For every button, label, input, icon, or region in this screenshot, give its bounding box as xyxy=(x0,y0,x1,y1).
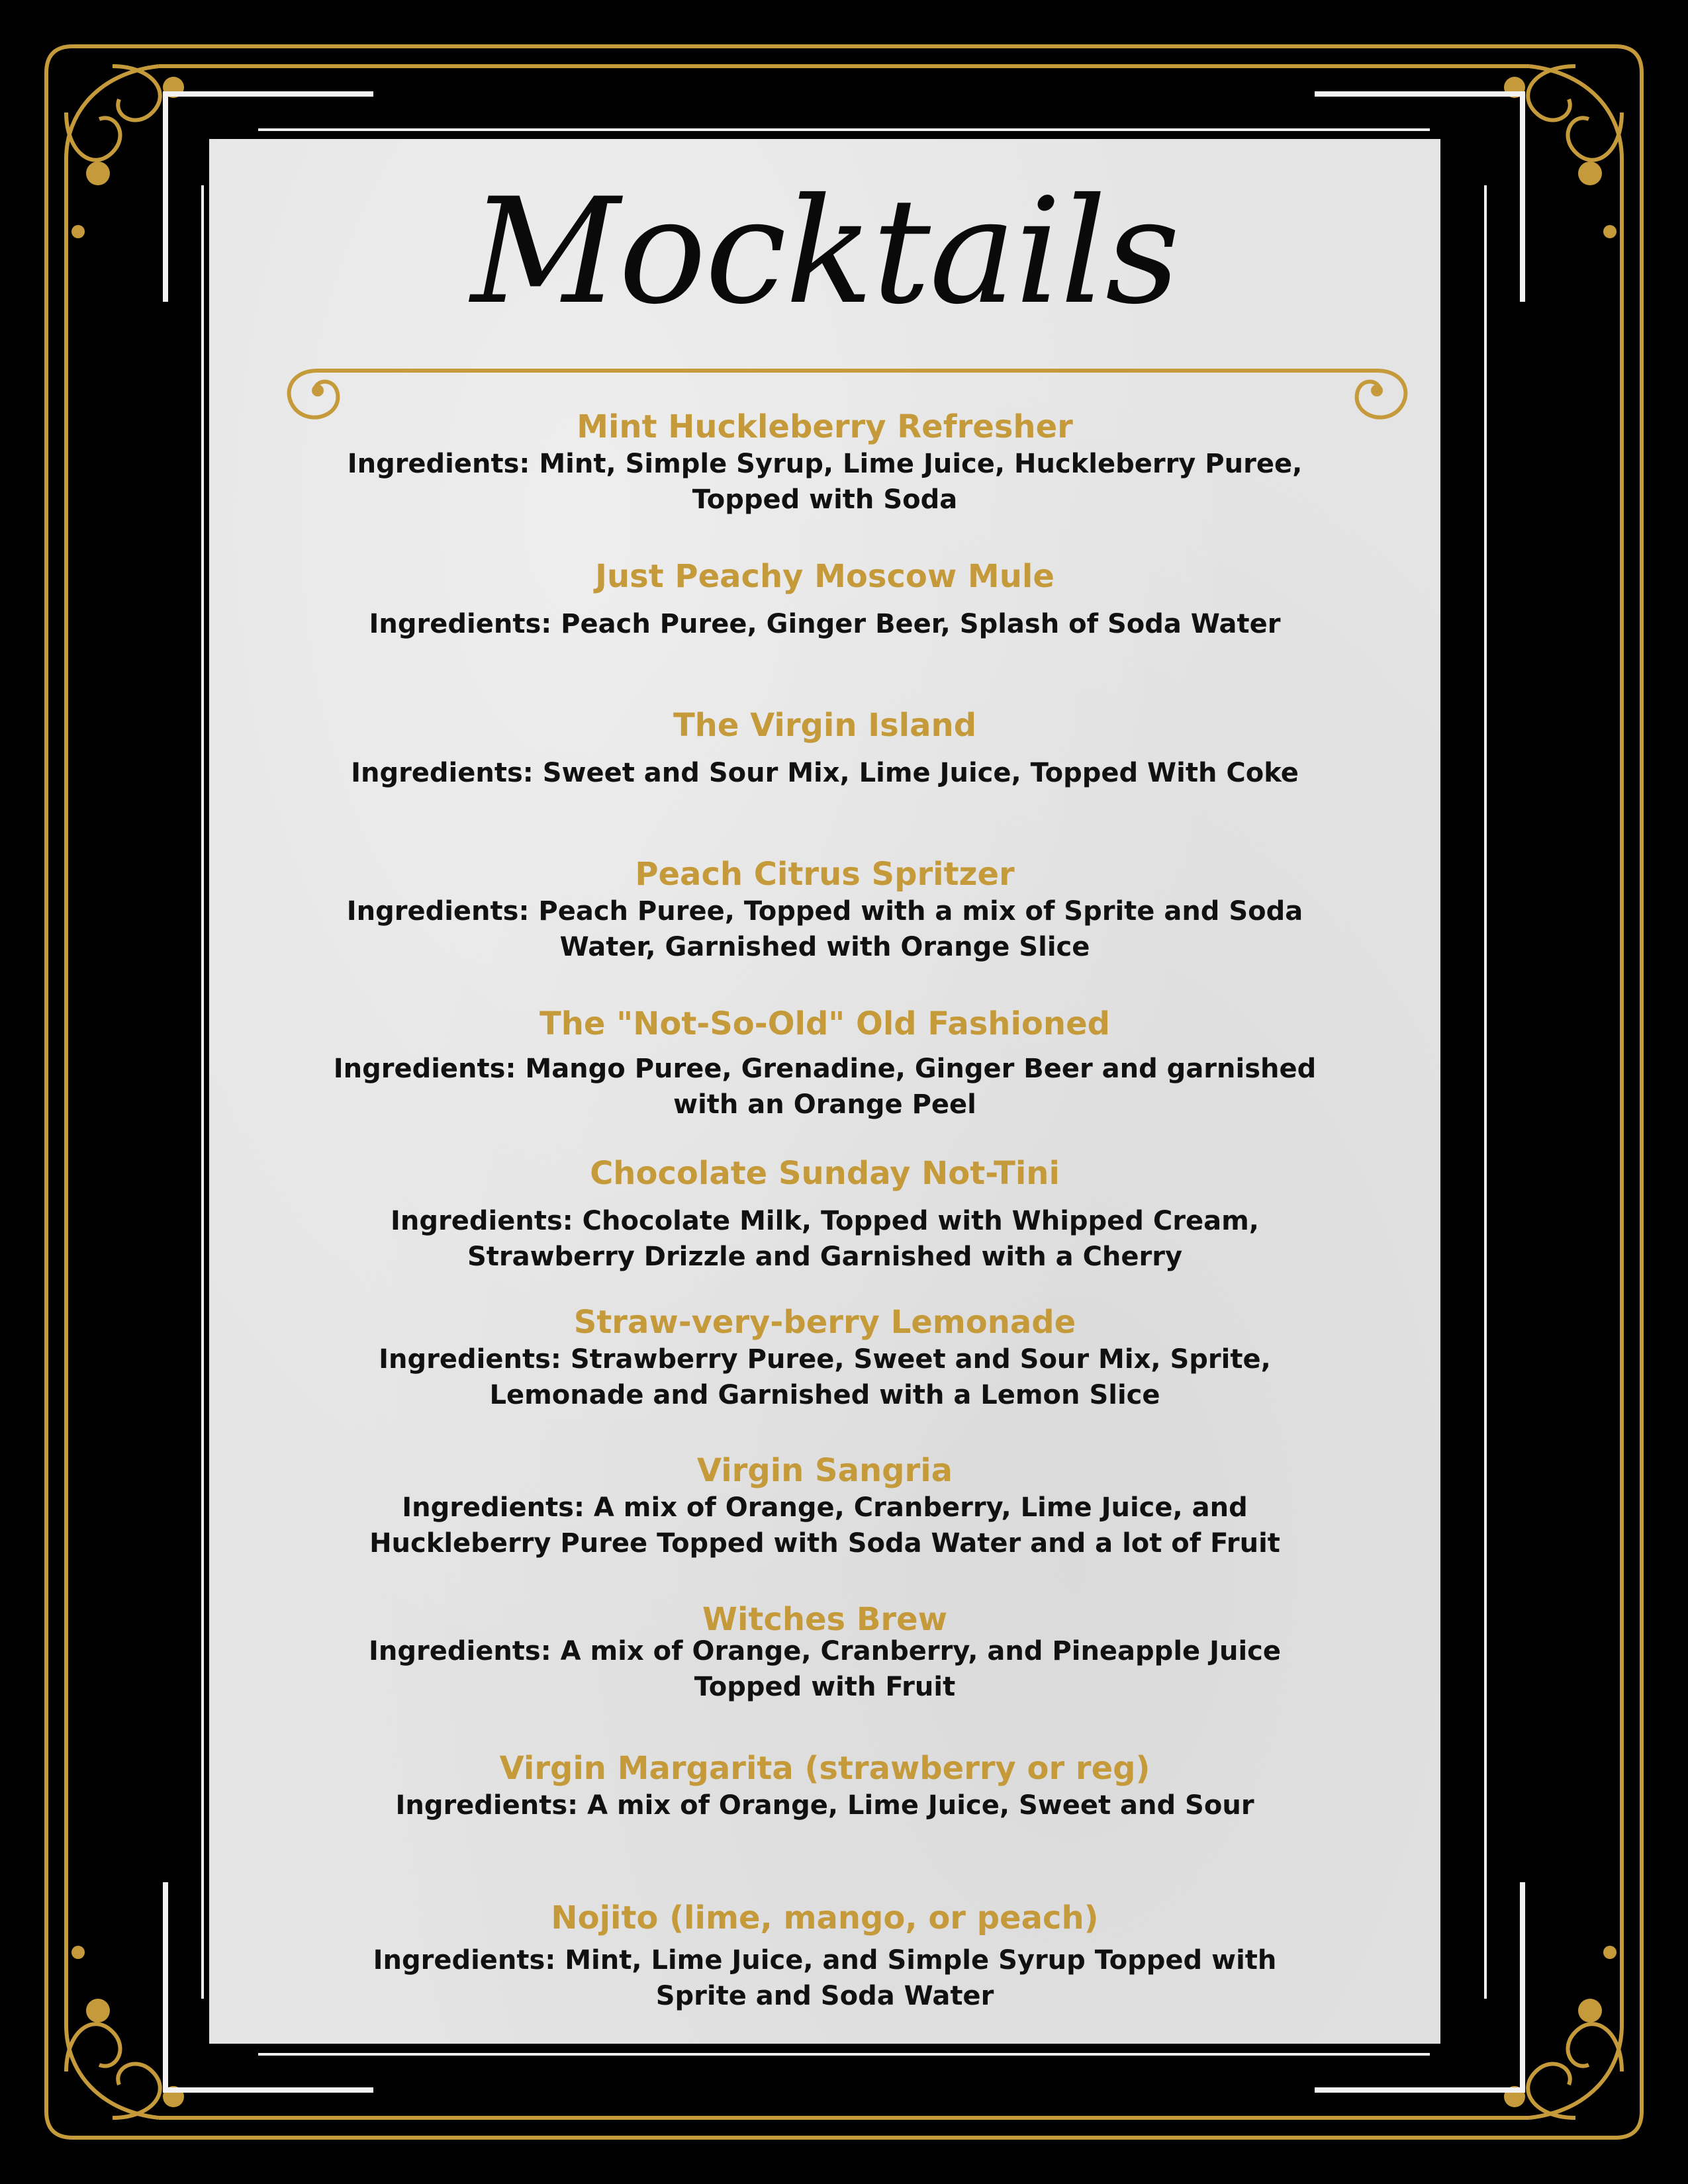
menu-item-name: Chocolate Sunday Not-Tini xyxy=(590,1155,1060,1192)
mocktail-menu-list xyxy=(209,0,1440,2184)
menu-item xyxy=(209,1749,1440,1823)
menu-item-ingredients: Ingredients: Mint, Lime Juice, and Simple Syrup Topped with Sprite and Soda Water xyxy=(373,1945,1277,2011)
page-title: Mocktails xyxy=(471,167,1179,336)
menu-item xyxy=(209,1154,1440,1275)
menu-item xyxy=(209,557,1440,642)
menu-item-ingredients: Ingredients: Mango Puree, Grenadine, Ginger Beer and garnished with an Orange Peel xyxy=(333,1054,1317,1120)
menu-item xyxy=(209,706,1440,791)
menu-item-ingredients: Ingredients: A mix of Orange, Cranberry, Lime Juice, and Huckleberry Puree Topped with Soda Water and a lot of Fruit xyxy=(369,1492,1280,1559)
menu-item-ingredients: Ingredients: Sweet and Sour Mix, Lime Juice, Topped With Coke xyxy=(351,758,1299,788)
menu-item-name: Mint Huckleberry Refresher xyxy=(577,408,1073,445)
menu-item xyxy=(209,1005,1440,1122)
menu-item xyxy=(209,1899,1440,2014)
menu-item xyxy=(209,855,1440,965)
menu-item-ingredients: Ingredients: Strawberry Puree, Sweet and Sour Mix, Sprite, Lemonade and Garnished with a Lemon Slice xyxy=(379,1344,1271,1410)
menu-item xyxy=(209,1451,1440,1561)
menu-item-ingredients: Ingredients: A mix of Orange, Cranberry, and Pineapple Juice Topped with Fruit xyxy=(369,1636,1281,1702)
menu-item-ingredients: Ingredients: Peach Puree, Topped with a mix of Sprite and Soda Water, Garnished with Orange Slice xyxy=(346,896,1303,962)
menu-item xyxy=(209,408,1440,518)
menu-item-name: Straw-very-berry Lemonade xyxy=(573,1304,1076,1341)
menu-item-ingredients: Ingredients: Mint, Simple Syrup, Lime Juice, Huckleberry Puree, Topped with Soda xyxy=(347,449,1303,515)
menu-item-name: Just Peachy Moscow Mule xyxy=(595,558,1055,595)
menu-item-name: Peach Citrus Spritzer xyxy=(635,856,1015,893)
menu-item-name: Witches Brew xyxy=(702,1601,947,1638)
menu-item xyxy=(209,1303,1440,1413)
menu-item-name: Nojito (lime, mango, or peach) xyxy=(551,1899,1099,1936)
menu-item-name: Virgin Sangria xyxy=(696,1452,953,1489)
menu-item-name: The "Not-So-Old" Old Fashioned xyxy=(539,1005,1110,1042)
menu-item-ingredients: Ingredients: Chocolate Milk, Topped with Whipped Cream, Strawberry Drizzle and Garnished with a Cherry xyxy=(391,1206,1259,1272)
menu-item-name: Virgin Margarita (strawberry or reg) xyxy=(499,1750,1150,1787)
menu-item xyxy=(209,1600,1440,1705)
menu-item-ingredients: Ingredients: Peach Puree, Ginger Beer, Splash of Soda Water xyxy=(369,609,1281,639)
menu-item-name: The Virgin Island xyxy=(673,707,977,744)
menu-item-ingredients: Ingredients: A mix of Orange, Lime Juice, Sweet and Sour xyxy=(395,1790,1254,1821)
